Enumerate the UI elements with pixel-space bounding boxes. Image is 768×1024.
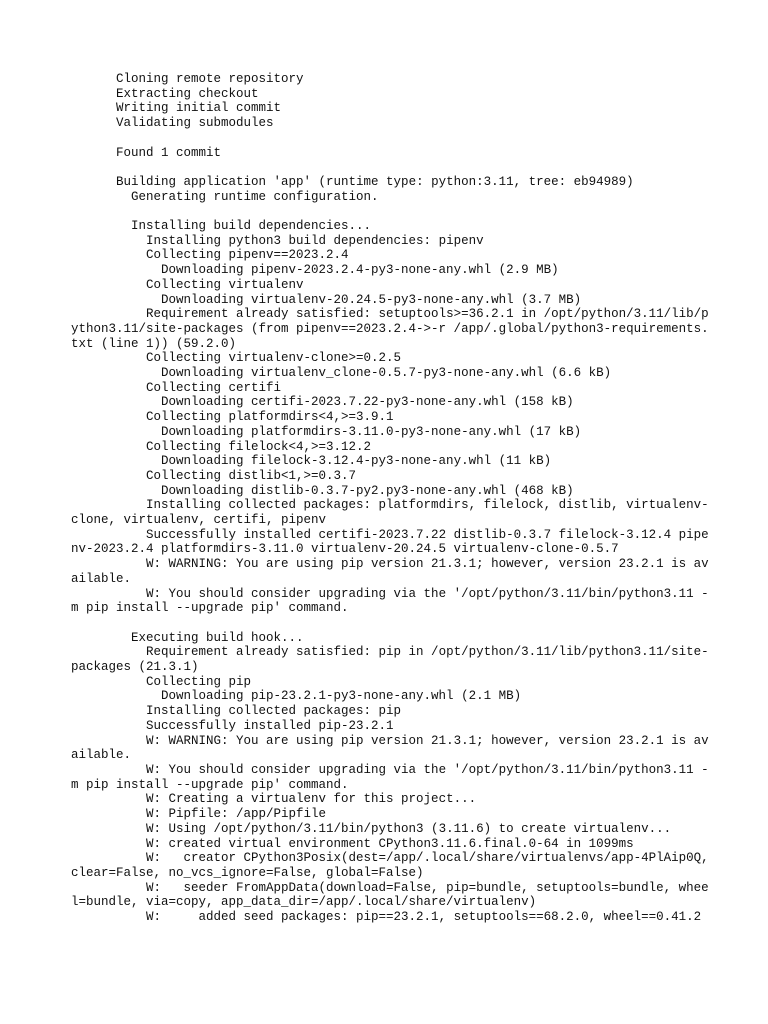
log-line: Collecting pip xyxy=(71,674,252,689)
log-line: Collecting platformdirs<4,>=3.9.1 xyxy=(71,410,394,425)
log-line xyxy=(71,204,711,219)
log-line: W: Using /opt/python/3.11/bin/python3 (3.11.6) to create virtualenv... xyxy=(71,821,672,836)
log-line: W: created virtual environment CPython3.11.6.final.0-64 in 1099ms xyxy=(71,836,634,851)
log-line: Writing initial commit xyxy=(71,101,282,116)
log-line: Building application 'app' (runtime type: python:3.11, tree: eb94989) xyxy=(71,174,634,189)
log-line: Validating submodules xyxy=(71,116,274,131)
log-line: W: You should consider upgrading via the '/opt/python/3.11/bin/python3.11 -m pip install --upgrade pip' command. xyxy=(71,762,709,792)
log-line: Downloading platformdirs-3.11.0-py3-none-any.whl (17 kB) xyxy=(71,424,582,439)
log-line: Downloading certifi-2023.7.22-py3-none-any.whl (158 kB) xyxy=(71,395,574,410)
log-line: Collecting certifi xyxy=(71,380,282,395)
log-line: Collecting virtualenv xyxy=(71,277,304,292)
log-line: W: You should consider upgrading via the '/opt/python/3.11/bin/python3.11 -m pip install --upgrade pip' command. xyxy=(71,586,709,616)
log-line: Executing build hook... xyxy=(71,630,304,645)
log-line: Downloading pipenv-2023.2.4-py3-none-any.whl (2.9 MB) xyxy=(71,263,559,278)
log-line: W: seeder FromAppData(download=False, pip=bundle, setuptools=bundle, wheel=bundle, via=copy, app_data_dir=/app/.local/share/virtualenv) xyxy=(71,880,709,910)
log-line: Requirement already satisfied: pip in /opt/python/3.11/lib/python3.11/site-packages (21.3.1) xyxy=(71,645,709,675)
log-line: Collecting virtualenv-clone>=0.2.5 xyxy=(71,351,402,366)
log-line: Downloading distlib-0.3.7-py2.py3-none-any.whl (468 kB) xyxy=(71,483,574,498)
log-line: W: creator CPython3Posix(dest=/app/.local/share/virtualenvs/app-4PlAip0Q, clear=False, no_vcs_ignore=False, global=False) xyxy=(71,851,717,880)
log-line: Downloading virtualenv-20.24.5-py3-none-any.whl (3.7 MB) xyxy=(71,292,582,307)
log-line: Successfully installed pip-23.2.1 xyxy=(71,718,394,733)
build-log-output xyxy=(71,72,717,925)
log-line: Generating runtime configuration. xyxy=(71,189,379,204)
log-line: Collecting distlib<1,>=0.3.7 xyxy=(71,468,357,483)
log-line: W: added seed packages: pip==23.2.1, setuptools==68.2.0, wheel==0.41.2 xyxy=(71,910,702,925)
log-line: Downloading pip-23.2.1-py3-none-any.whl (2.1 MB) xyxy=(71,689,522,704)
log-line: W: WARNING: You are using pip version 21.3.1; however, version 23.2.1 is available. xyxy=(71,733,709,763)
log-line: Requirement already satisfied: setuptools>=36.2.1 in /opt/python/3.11/lib/python3.11/site-packages (from pipenv==2023.2.4->-r /app/.global/python3-requirements.txt (line 1)) (59.2.0) xyxy=(71,307,709,351)
log-line: Cloning remote repository xyxy=(71,72,304,86)
log-line: Collecting pipenv==2023.2.4 xyxy=(71,248,349,263)
log-line xyxy=(71,616,711,631)
log-line: Extracting checkout xyxy=(71,86,259,101)
log-line xyxy=(71,131,711,146)
log-line: W: WARNING: You are using pip version 21.3.1; however, version 23.2.1 is available. xyxy=(71,557,709,586)
log-line: Installing collected packages: pip xyxy=(71,704,402,719)
log-line: Downloading virtualenv_clone-0.5.7-py3-none-any.whl (6.6 kB) xyxy=(71,366,612,381)
log-line: Installing python3 build dependencies: pipenv xyxy=(71,233,484,248)
log-line: Successfully installed certifi-2023.7.22 distlib-0.3.7 filelock-3.12.4 pipenv-2023.2.4 platformdirs-3.11.0 virtualenv-20.24.5 virtualenv-clone-0.5.7 xyxy=(71,527,709,557)
log-line: W: Pipfile: /app/Pipfile xyxy=(71,807,327,822)
log-line: Installing collected packages: platformdirs, filelock, distlib, virtualenv-clone, virtualenv, certifi, pipenv xyxy=(71,498,709,528)
log-line xyxy=(71,160,711,175)
log-line: Downloading filelock-3.12.4-py3-none-any.whl (11 kB) xyxy=(71,454,552,469)
log-line: Installing build dependencies... xyxy=(71,218,372,233)
log-line: W: Creating a virtualenv for this project... xyxy=(71,792,477,807)
log-line: Found 1 commit xyxy=(71,145,222,160)
log-line: Collecting filelock<4,>=3.12.2 xyxy=(71,439,372,454)
